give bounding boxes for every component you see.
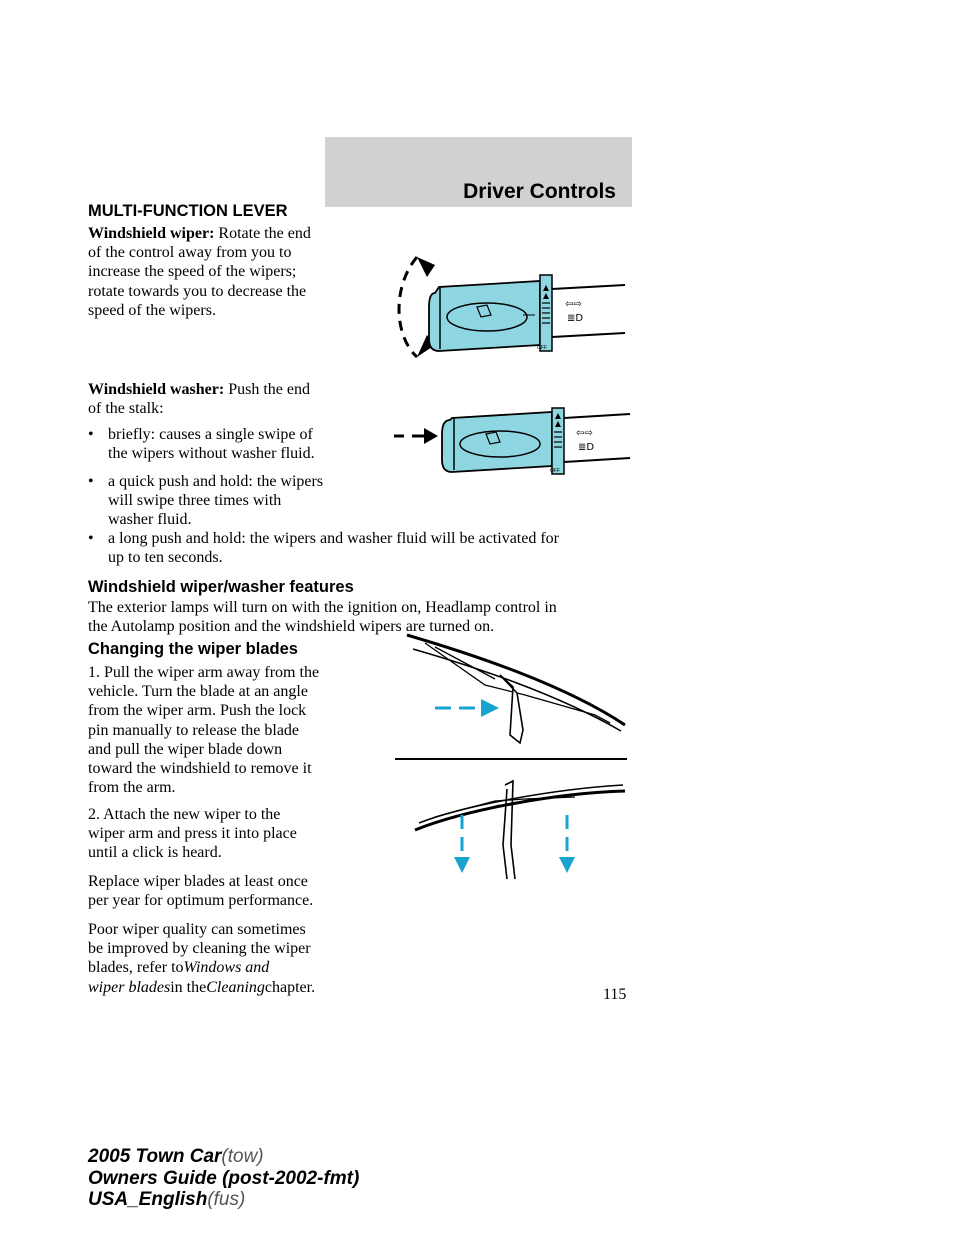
header-title: Driver Controls [463, 180, 616, 203]
wiper-arm-2 [503, 781, 515, 879]
blades-poor: Poor wiper quality can sometimes be improved by cleaning the wiper blades, refer toWindows and wiper bladesin theCleaningchapter. [88, 921, 316, 996]
bullet-dot: • [88, 473, 94, 490]
footer: 2005 Town Car(tow) Owners Guide (post-2002-fmt) USA_English(fus) [88, 1146, 360, 1210]
push-arrow-head [424, 428, 438, 444]
wiper-term: Windshield wiper: [88, 225, 215, 242]
down-arrow-left [454, 857, 470, 873]
washer-paragraph [88, 380, 388, 418]
blade-remove-figure [395, 615, 635, 755]
lock-pin-arrow [481, 699, 499, 717]
off-label-2: OFF [550, 468, 560, 474]
ref-wiper-blades: wiper blades [88, 978, 171, 996]
headlamp-icon-2: ≣D [578, 442, 595, 453]
wiper-line-5: speed of the wipers. [88, 301, 216, 319]
stalk-outline-2 [564, 414, 630, 462]
down-arrow-right [559, 857, 575, 873]
page-number: 115 [603, 986, 627, 1003]
features-title: Windshield wiper/washer features [88, 578, 354, 596]
blades-step-1: 1. Pull the wiper arm away from the vehicle. Turn the blade at an angle from the wiper arm. Push the lock pin manually to release the blade and pull the wiper blade down toward the windshield to remove it from the arm. [88, 664, 320, 797]
washer-line-1: Push the end [228, 381, 310, 398]
blades-step-2: 2. Attach the new wiper to the wiper arm and press it into place until a click is heard. [88, 806, 297, 862]
wiper-line-1: Rotate the end [218, 225, 311, 242]
bullet-dot: • [88, 426, 94, 443]
wiper-arm [500, 675, 523, 743]
features-paragraph: The exterior lamps will turn on with the ignition on, Headlamp control in the Autolamp position and the windshield wipers are turned on. [88, 599, 557, 636]
off-label: OFF [537, 345, 547, 351]
wiper-paragraph [88, 224, 388, 320]
blades-replace: Replace wiper blades at least once per year for optimum performance. [88, 873, 314, 910]
rotate-dash-arc [399, 257, 417, 357]
ref-windows-and: Windows and [183, 959, 270, 977]
blades-title: Changing the wiper blades [88, 640, 298, 658]
washer-line-2: of the stalk: [88, 400, 164, 418]
bullet-dot: • [88, 530, 94, 547]
blade-pull-figure [405, 775, 645, 880]
stalk-outline [552, 285, 625, 337]
header-band [325, 137, 632, 207]
hazard-icon-2: ⇦⇨ [576, 428, 593, 439]
section-title: MULTI-FUNCTION LEVER [88, 202, 288, 220]
washer-term: Windshield washer: [88, 381, 225, 398]
wiper-line-2: of the control away from you to [88, 244, 292, 262]
lever-rotate-figure [395, 245, 635, 375]
wiper-line-3: increase the speed of the wipers; [88, 263, 297, 281]
lever-push-figure [392, 408, 637, 488]
figure-divider [395, 758, 627, 760]
wiper-line-4: rotate towards you to decrease the [88, 282, 307, 300]
ref-cleaning: Cleaning [206, 978, 265, 996]
arrow-head-up [417, 257, 435, 277]
hazard-icon: ⇦⇨ [565, 299, 582, 310]
headlamp-icon: ≣D [567, 313, 584, 324]
